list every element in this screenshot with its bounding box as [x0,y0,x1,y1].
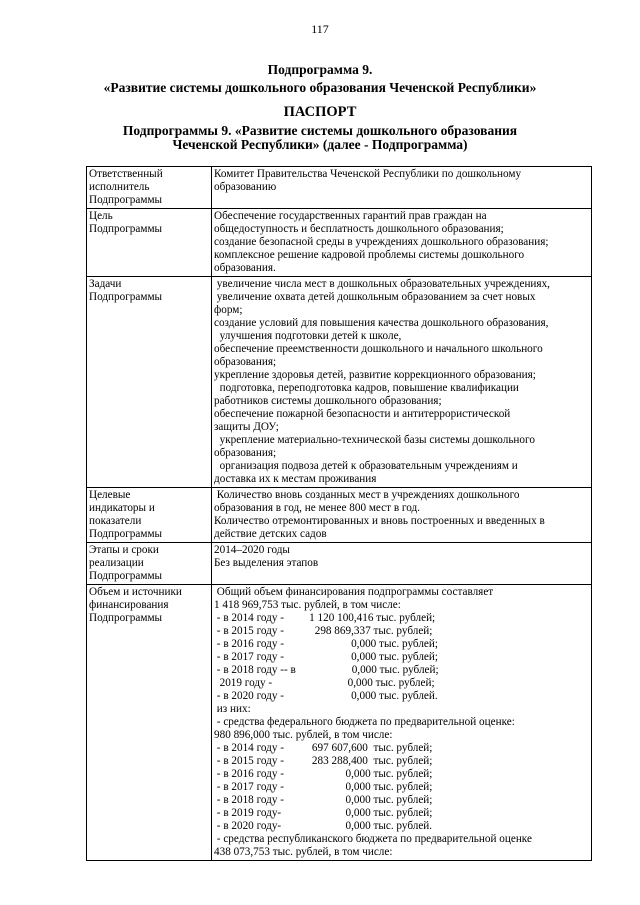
row-content-line: 2019 году - 0,000 тыс. рублей; [214,677,435,689]
row-label-line: Объем и источники [89,586,182,598]
row-content-line: - в 2018 году - 0,000 тыс. рублей; [214,794,433,806]
row-content-line: Обеспечение государственных гарантий прав граждан на [214,210,487,222]
row-label-line: финансирования [89,599,169,611]
row-content-line: форм; [214,304,243,316]
row-content-line: 438 073,753 тыс. рублей, в том числе: [214,846,393,858]
row-content-line: создание условий для повышения качества дошкольного образования, [214,317,549,329]
row-label-line: Подпрограммы [89,612,163,624]
row-content-line: улучшения подготовки детей к школе, [214,330,402,342]
row-content-line: - в 2020 году - 0,000 тыс. рублей. [214,690,438,702]
row-content-line: - в 2016 году - 0,000 тыс. рублей; [214,768,433,780]
row-content-line: - в 2015 году - 298 869,337 тыс. рублей; [214,625,433,637]
subprogram-title: Подпрограмма 9. [267,62,373,77]
row-label-cell [87,543,212,585]
row-content-line: - в 2015 году - 283 288,400 тыс. рублей; [214,755,433,767]
row-label-cell [87,209,212,277]
row-content-line: - в 2018 году -- в 0,000 тыс. рублей; [214,664,439,676]
row-content-line: - в 2020 году- 0,000 тыс. рублей. [214,820,433,832]
table-row [87,488,592,543]
row-label-line: Подпрограммы [89,194,163,206]
row-content-cell [212,167,592,209]
row-content-cell [212,488,592,543]
row-content-line: - в 2016 году - 0,000 тыс. рублей; [214,638,438,650]
row-content-line: общедоступность и бесплатность дошкольного образования; [214,223,504,235]
passport-table [86,166,592,861]
row-content-cell [212,543,592,585]
row-content-line: - в 2017 году - 0,000 тыс. рублей; [214,781,433,793]
row-content-line: увеличение числа мест в дошкольных образовательных учреждениях, [214,278,550,290]
row-content-line: увеличение охвата детей дошкольным образованием за счет новых [214,291,536,303]
table-row [87,277,592,488]
table-row [87,167,592,209]
row-content-line: действие детских садов [214,528,327,540]
subprogram-name: «Развитие системы дошкольного образования Чеченской Республики» [103,80,537,95]
row-label-line: Этапы и сроки [89,544,159,556]
row-label-cell [87,167,212,209]
row-label-line: Задачи [89,278,122,290]
row-content-line: 980 896,000 тыс. рублей, в том числе: [214,729,393,741]
row-content-line: - средства федерального бюджета по предварительной оценке: [214,716,515,728]
row-content-cell [212,585,592,861]
row-content-line: комплексное решение кадровой проблемы системы дошкольного [214,249,525,261]
row-label-line: Ответственный [89,168,163,180]
row-content-line: создание безопасной среды в учреждениях дошкольного образования; [214,236,549,248]
row-content-line: 2014–2020 годы [214,544,290,556]
row-content-line: - в 2014 году - 697 607,600 тыс. рублей; [214,742,433,754]
table-row [87,585,592,861]
row-label-line: Цель [89,210,113,222]
row-label-line: исполнитель [89,181,150,193]
row-content-line: доставка их к местам проживания [214,473,377,485]
row-label-cell [87,277,212,488]
row-label-line: Целевые [89,489,131,501]
row-content-line: Общий объем финансирования подпрограммы составляет [214,586,494,598]
row-label-line: Подпрограммы [89,223,163,235]
row-content-line: 1 418 969,753 тыс. рублей, в том числе: [214,599,401,611]
row-label-cell [87,585,212,861]
row-content-line: укрепление материально-технической базы системы дошкольного [214,434,535,446]
row-label-line: Подпрограммы [89,570,163,582]
table-row [87,209,592,277]
row-content-line: - в 2014 году - 1 120 100,416 тыс. рублей; [214,612,436,624]
row-content-cell [212,209,592,277]
passport-subtitle-line: Чеченской Республики» (далее - Подпрограмма) [172,137,468,152]
row-content-line: образования в год, не менее 800 мест в год. [214,502,420,514]
row-content-line: обеспечение пожарной безопасности и антитеррористической [214,408,511,420]
row-content-line: - в 2017 году - 0,000 тыс. рублей; [214,651,438,663]
row-content-line: укрепление здоровья детей, развитие коррекционного образования; [214,369,536,381]
row-content-line: образования. [214,262,276,274]
row-content-cell [212,277,592,488]
passport-heading: ПАСПОРТ [283,104,357,120]
row-label-cell [87,488,212,543]
row-label-line: Подпрограммы [89,528,163,540]
row-content-line: организация подвоза детей к образовательным учреждениям и [214,460,518,472]
row-content-line: - средства республиканского бюджета по предварительной оценке [214,833,532,845]
row-content-line: подготовка, переподготовка кадров, повышение квалификации [214,382,519,394]
row-content-line: из них: [214,703,251,715]
row-content-line: образования; [214,447,277,459]
passport-subtitle-line: Подпрограммы 9. «Развитие системы дошкольного образования [122,123,518,138]
row-content-line: образования; [214,356,277,368]
row-content-line: Количество отремонтированных и вновь построенных и введенных в [214,515,545,527]
row-label-line: реализации [89,557,144,569]
row-content-line: - в 2019 году- 0,000 тыс. рублей; [214,807,433,819]
row-content-line: защиты ДОУ; [214,421,279,433]
passport-subtitle [0,124,640,152]
row-content-line: Без выделения этапов [214,557,319,569]
row-content-line: работников системы дошкольного образования; [214,395,442,407]
row-content-line: обеспечение преемственности дошкольного и начального школьного [214,343,543,355]
row-content-line: Комитет Правительства Чеченской Республики по дошкольному [214,168,522,180]
page-number: 117 [311,22,329,36]
row-content-line: образованию [214,181,277,193]
row-label-line: индикаторы и [89,502,155,514]
table-row [87,543,592,585]
row-label-line: показатели [89,515,142,527]
row-content-line: Количество вновь созданных мест в учреждениях дошкольного [214,489,520,501]
row-label-line: Подпрограммы [89,291,163,303]
